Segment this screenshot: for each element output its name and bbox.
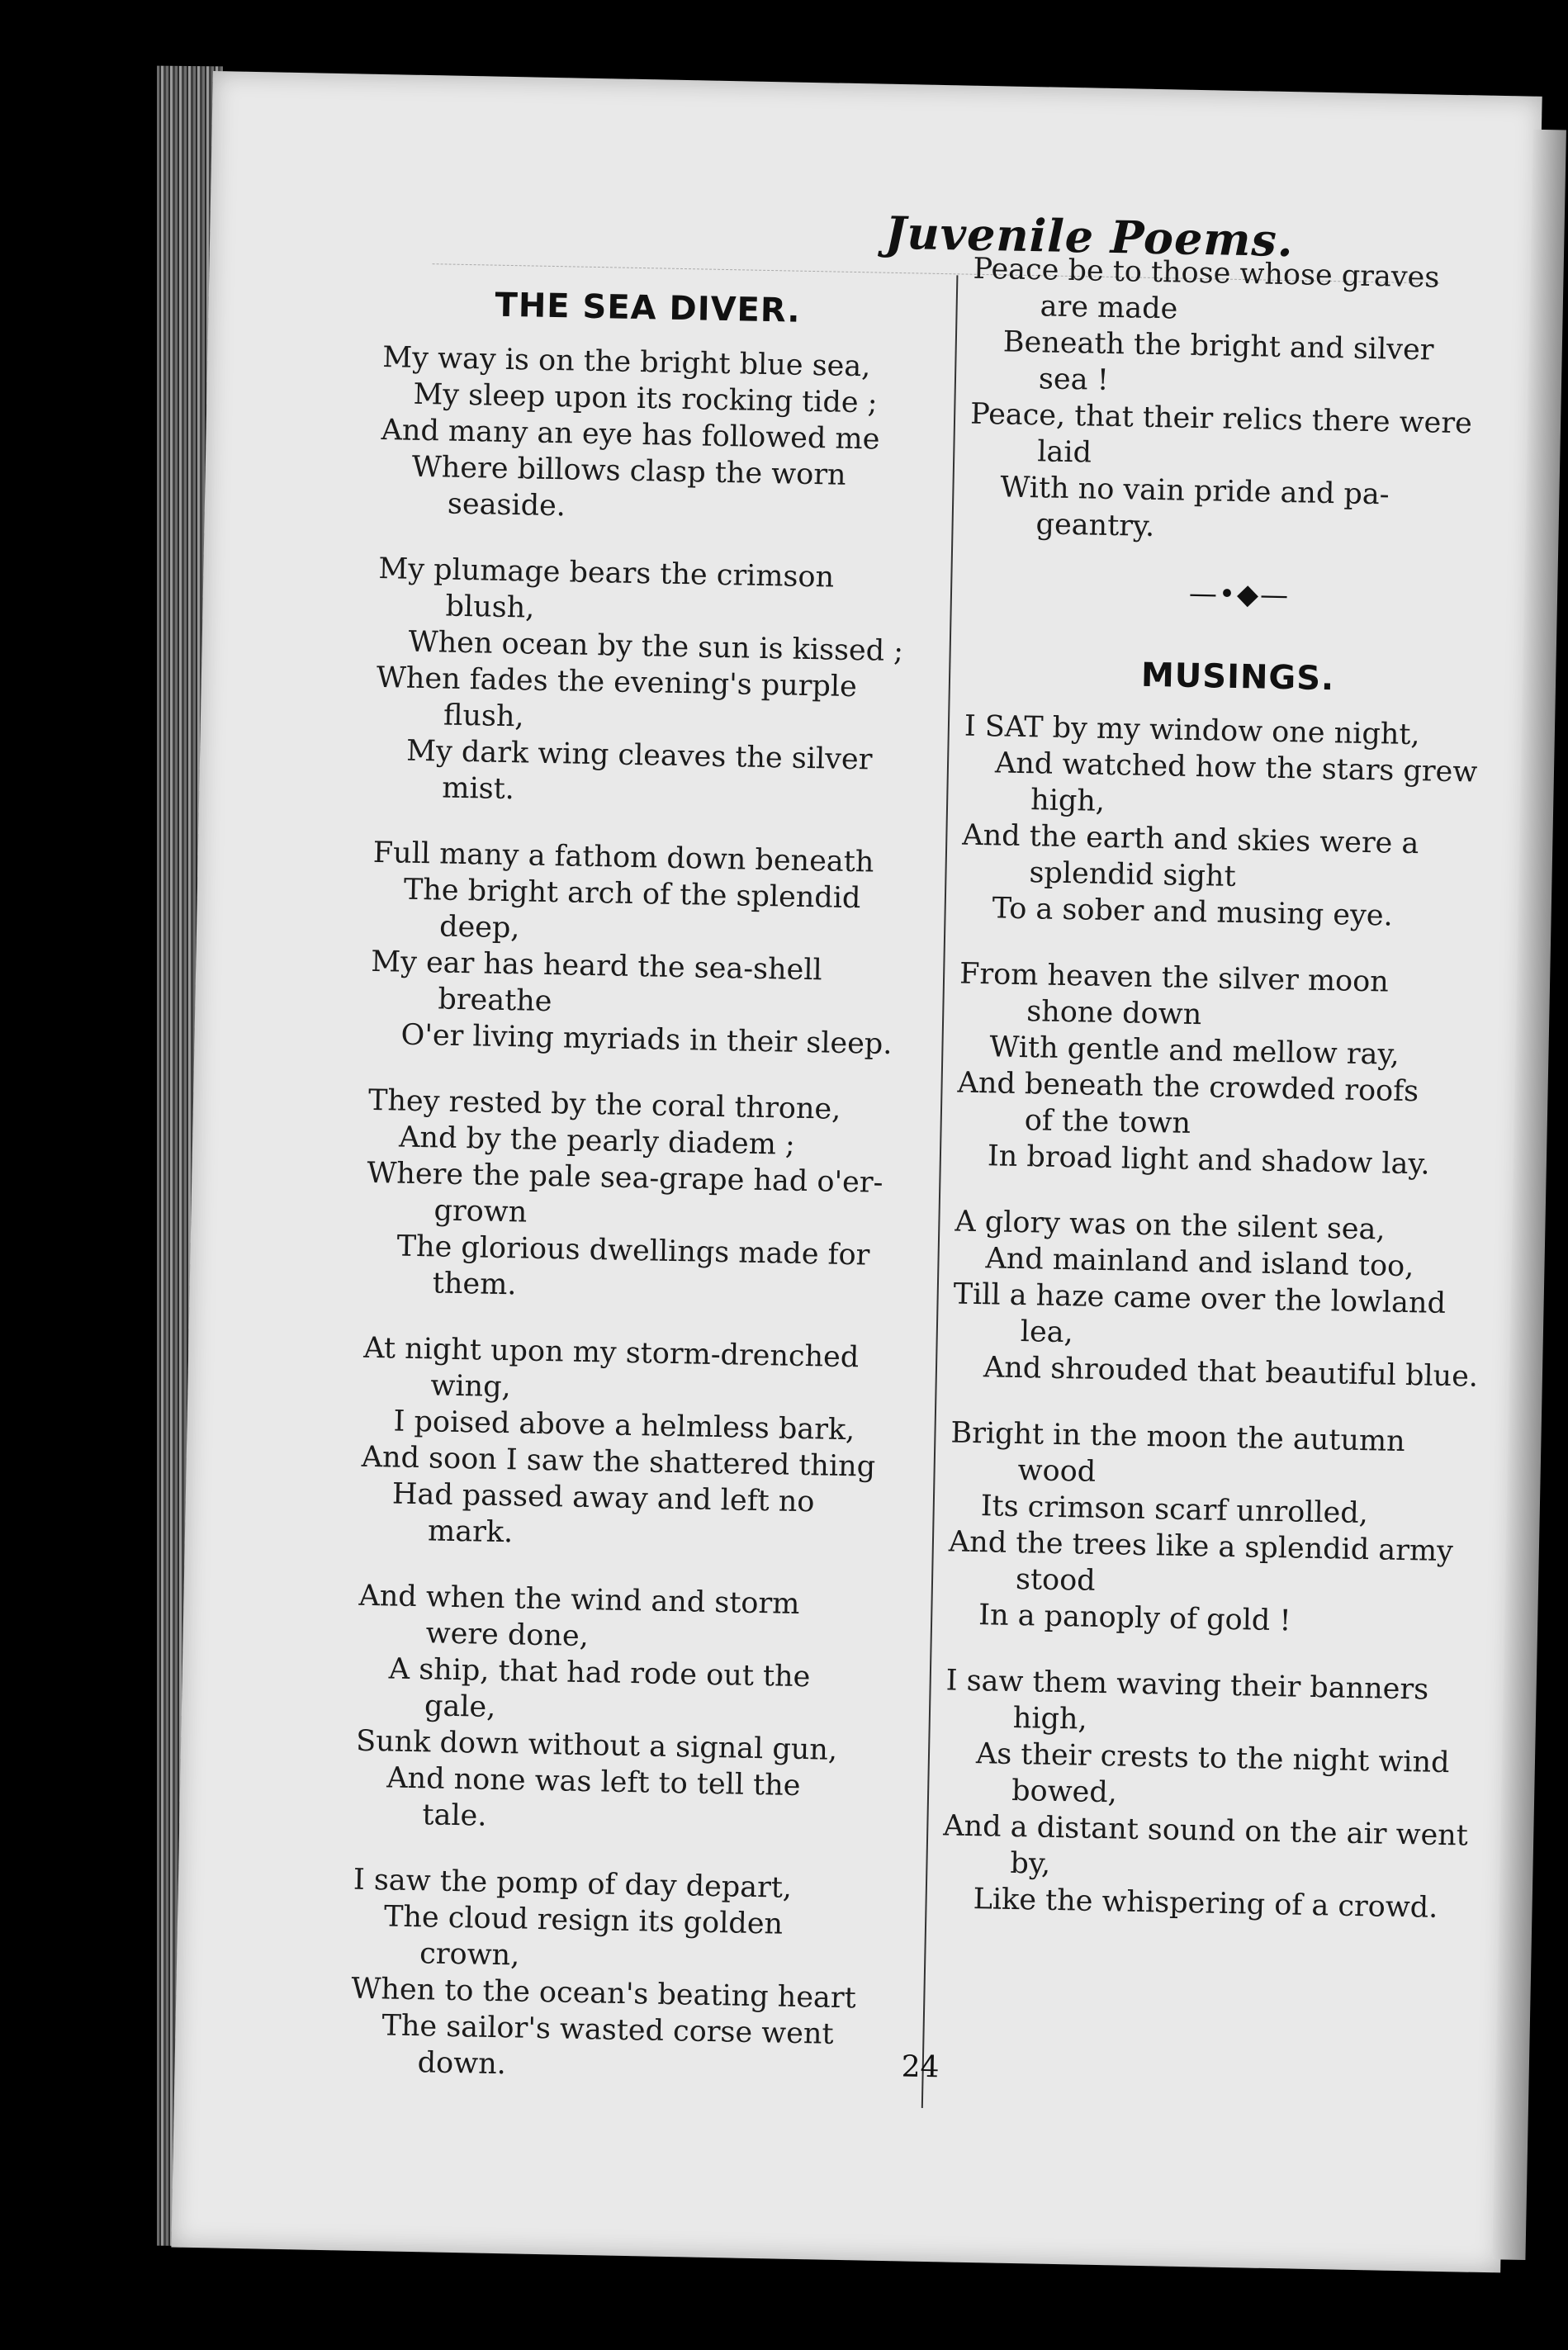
poem-line: crown,	[419, 1937, 520, 1973]
poem-line: them.	[432, 1267, 517, 1302]
poem-line: Peace, that their relics there were	[969, 397, 1473, 441]
stanza	[952, 1204, 1500, 1396]
stanza	[956, 956, 1505, 1185]
stanza	[968, 251, 1518, 552]
poem-line: The bright arch of the splendid	[403, 873, 861, 916]
poem-line: bowed,	[1011, 1774, 1118, 1810]
poem-line: The glorious dwellings made for	[396, 1229, 870, 1272]
poem-line: sea !	[1038, 362, 1110, 397]
poem-line: When fades the evening's purple	[376, 661, 858, 704]
poem-line: A glory was on the silent sea,	[955, 1205, 1386, 1247]
poem-line: With gentle and mellow ray,	[989, 1030, 1400, 1072]
poem-line: When to the ocean's beating heart	[351, 1972, 857, 2016]
stanza	[947, 1414, 1496, 1643]
poem-title-sea-diver: THE SEA DIVER.	[495, 286, 802, 330]
poem-line: deep,	[438, 910, 520, 945]
poem-line: Peace be to those whose graves	[973, 252, 1440, 295]
poem-line: My plumage bears the crimson	[378, 552, 835, 595]
poem-line: And soon I saw the shattered thing	[361, 1440, 876, 1484]
poem-line: My way is on the bright blue sea,	[381, 341, 871, 384]
poem-line: From heaven the silver moon	[959, 957, 1390, 999]
poem-line: When ocean by the sun is kissed ;	[408, 625, 904, 669]
poem-line: gale,	[424, 1689, 496, 1724]
poem-line: As their crests to the night wind	[975, 1737, 1450, 1780]
poem-line: Bright in the moon the autumn	[950, 1416, 1406, 1459]
poem-line: flush,	[443, 699, 524, 734]
stanza	[354, 1578, 888, 1842]
poem-line: were done,	[425, 1617, 590, 1654]
poem-line: And when the wind and storm	[358, 1579, 800, 1621]
poem-line: O'er living myriads in their sleep.	[400, 1018, 893, 1062]
poem-line: And watched how the stars grew	[994, 746, 1478, 789]
left-column	[349, 285, 912, 2120]
stanza	[374, 551, 907, 815]
stanza	[364, 1083, 897, 1310]
poem-line: Its crimson scarf unrolled,	[980, 1490, 1369, 1531]
poem-line: And the earth and skies were a	[962, 818, 1419, 861]
running-title: Juvenile Poems.	[884, 206, 1295, 268]
poem-line: And none was left to tell the	[386, 1761, 801, 1803]
poem-line: I poised above a helmless bark,	[393, 1405, 855, 1447]
poem-line: To a sober and musing eye.	[992, 892, 1394, 933]
poem-line: shone down	[1026, 995, 1202, 1032]
book-page	[171, 71, 1542, 2272]
poem-line: tale.	[422, 1798, 487, 1833]
poem-line: high,	[1030, 784, 1106, 818]
section-ornament: —•◆—	[1188, 576, 1291, 613]
poem-line: And beneath the crowded roofs	[957, 1066, 1419, 1109]
poem-line: The sailor's wasted corse went	[381, 2009, 834, 2051]
poem-line: Full many a fathom down beneath	[372, 836, 874, 879]
poem-title-musings: MUSINGS.	[1140, 656, 1335, 699]
page-number: 24	[901, 2049, 940, 2085]
stanza	[380, 339, 912, 531]
poem-line: My sleep upon its rocking tide ;	[413, 377, 878, 420]
poem-line: I saw the pomp of day depart,	[353, 1863, 793, 1905]
poem-line: A ship, that had rode out the	[388, 1652, 811, 1694]
poem-line: down.	[417, 2046, 507, 2082]
poem-line: laid	[1036, 435, 1092, 470]
poem-line: mist.	[441, 771, 515, 807]
poem-line: And shrouded that beautiful blue.	[983, 1351, 1479, 1394]
poem-line: wing,	[430, 1369, 512, 1405]
poem-line: The cloud resign its golden	[383, 1900, 784, 1941]
poem-line: I saw them waving their banners	[945, 1664, 1429, 1707]
poem-line: by,	[1010, 1846, 1051, 1881]
poem-line: geantry.	[1035, 508, 1155, 543]
poem-line: Like the whispering of a crowd.	[973, 1883, 1438, 1925]
poem-line: Beneath the bright and silver	[1002, 325, 1434, 367]
poem-line: And mainland and island too,	[985, 1242, 1414, 1284]
poem-line: blush,	[445, 590, 535, 625]
stanza	[360, 1330, 893, 1558]
poem-line: mark.	[427, 1514, 514, 1550]
poem-line: Where billows clasp the worn	[411, 450, 846, 492]
poem-line: Sunk down without a signal gun,	[355, 1724, 838, 1767]
stanza	[941, 1662, 1491, 1927]
poem-line: Had passed away and left no	[391, 1477, 815, 1519]
stanza	[369, 835, 902, 1063]
poem-line: And many an eye has followed me	[381, 413, 880, 457]
poem-line: My ear has heard the sea-shell	[370, 945, 823, 988]
poem-line: stood	[1015, 1563, 1097, 1598]
poem-line: Where the pale sea-grape had o'er-	[367, 1156, 883, 1200]
poem-line: In a panoply of gold !	[978, 1599, 1291, 1638]
poem-line: With no vain pride and pa-	[1000, 471, 1390, 512]
right-column	[941, 251, 1518, 1957]
poem-line: They rested by the coral throne,	[367, 1083, 841, 1126]
stanza	[960, 708, 1509, 937]
poem-line: of the town	[1024, 1104, 1191, 1140]
poem-line: lea,	[1020, 1315, 1074, 1350]
poem-line: high,	[1012, 1701, 1088, 1736]
poem-line: My dark wing cleaves the silver	[405, 734, 873, 777]
poem-line: At night upon my storm-drenched	[362, 1331, 860, 1375]
poem-line: splendid sight	[1029, 856, 1237, 893]
poem-line: are made	[1040, 290, 1178, 326]
poem-line: grown	[433, 1194, 528, 1229]
poem-line: And the trees like a splendid army	[948, 1525, 1454, 1569]
poem-line: And by the pearly diadem ;	[398, 1121, 796, 1162]
poem-line: And a distant sound on the air went	[942, 1809, 1469, 1853]
poem-line: I SAT by my window one night,	[964, 709, 1420, 752]
poem-line: seaside.	[447, 487, 566, 524]
poem-line: Till a haze came over the lowland	[953, 1277, 1447, 1320]
poem-line: wood	[1017, 1454, 1097, 1489]
poem-line: In broad light and shadow lay.	[987, 1139, 1431, 1182]
poem-line: breathe	[438, 983, 552, 1019]
stanza	[349, 1862, 882, 2090]
